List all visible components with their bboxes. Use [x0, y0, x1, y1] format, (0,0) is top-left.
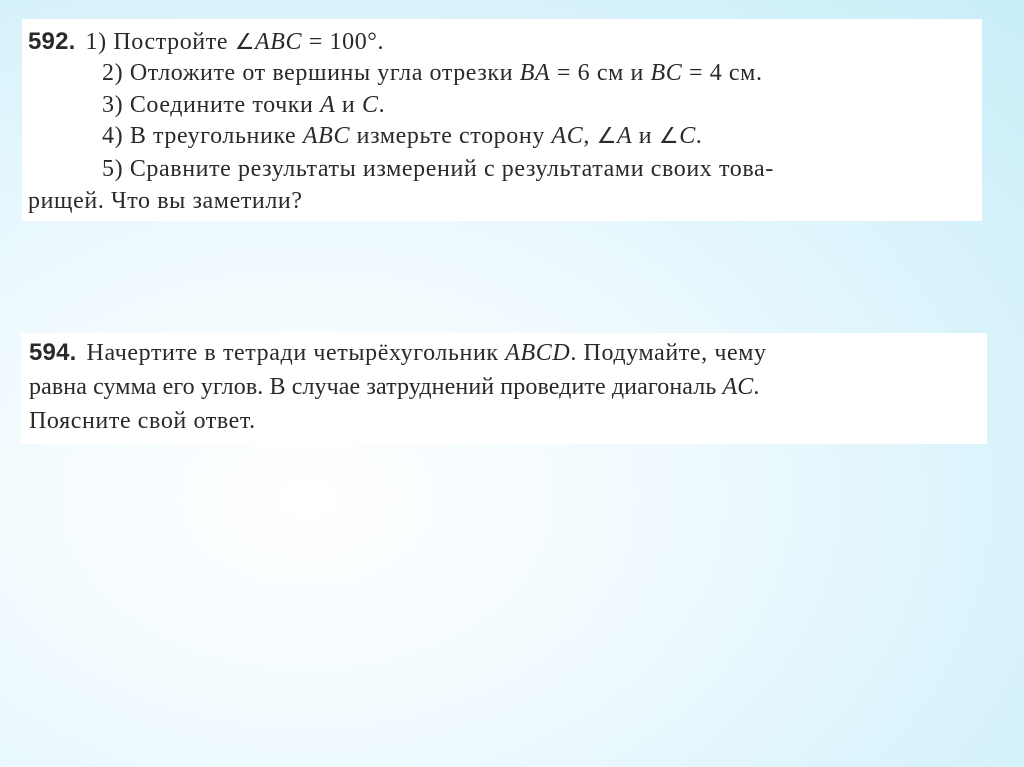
text: равна сумма его углов. В случае затруднений проведите диагональ — [29, 374, 723, 400]
text: Постройте — [113, 29, 235, 55]
problem-592-line-2 — [102, 59, 763, 87]
angle-icon: ∠ — [596, 124, 617, 149]
angle-icon: ∠ — [234, 30, 256, 55]
text: . — [695, 123, 703, 149]
point-name: A — [320, 92, 336, 118]
item-label: 4) — [102, 123, 124, 149]
problem-number: 592. — [28, 28, 76, 55]
side-name: AC — [551, 123, 584, 149]
text: , — [583, 123, 597, 149]
problem-592-line-4 — [102, 122, 702, 151]
text: и — [632, 123, 659, 149]
angle-icon: ∠ — [658, 124, 680, 149]
text: . — [753, 374, 760, 400]
problem-592-line-5 — [102, 155, 774, 183]
text: = 4 см. — [682, 60, 763, 86]
text: Сравните результаты измерений с результатами своих това- — [129, 156, 774, 182]
text: рищей. Что вы заметили? — [28, 188, 303, 214]
problem-592-line-3 — [102, 91, 385, 119]
angle-name: A — [616, 123, 633, 149]
item-label: 5) — [102, 156, 124, 182]
problem-592-line-1 — [28, 28, 384, 57]
item-label: 1) — [85, 29, 107, 55]
text: Поясните свой ответ. — [29, 408, 256, 434]
text: Начертите в тетради четырёхугольник — [86, 340, 506, 366]
problem-594-line-1 — [29, 339, 767, 367]
text: измерьте сторону — [350, 123, 552, 149]
segment-name: BA — [519, 60, 551, 86]
problem-594-card — [21, 333, 987, 444]
text: и — [335, 92, 362, 118]
item-label: 3) — [102, 92, 124, 118]
item-label: 2) — [102, 60, 124, 86]
quadrilateral-name: ABCD — [505, 340, 571, 366]
problem-592-card — [22, 19, 982, 221]
problem-594-line-3 — [29, 407, 256, 435]
problem-592-line-6 — [28, 187, 303, 215]
text: . Подумайте, чему — [570, 340, 767, 366]
text: Соедините точки — [129, 92, 321, 118]
triangle-name: ABC — [302, 123, 351, 149]
point-name: C — [361, 92, 379, 118]
angle-name: ABC — [255, 29, 303, 55]
problem-number: 594. — [29, 339, 77, 366]
diagonal-name: AC — [722, 374, 754, 400]
problem-594-line-2 — [29, 373, 759, 401]
angle-name: C — [679, 123, 696, 149]
segment-name: BC — [650, 60, 683, 86]
text: В треугольнике — [129, 123, 303, 149]
text: Отложите от вершины угла отрезки — [129, 60, 520, 86]
text: = 6 см и — [550, 60, 651, 86]
text: . — [378, 92, 386, 118]
text: = 100°. — [302, 29, 385, 55]
